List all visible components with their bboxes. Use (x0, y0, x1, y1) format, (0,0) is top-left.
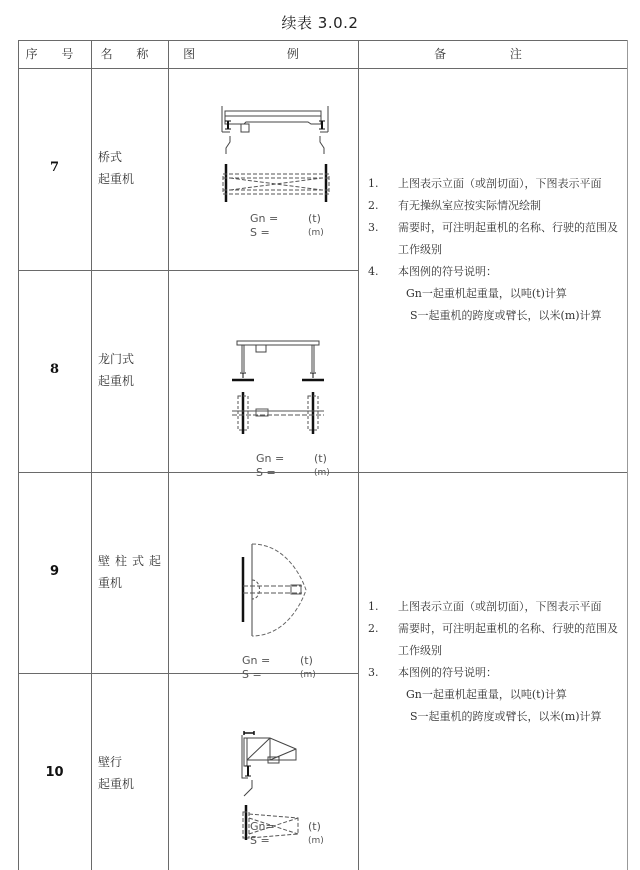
row-9-name-line2: 重机 (98, 576, 123, 590)
row-10-name-line1: 壁行 (98, 755, 123, 769)
remark-item: 1. 上图表示立面（或剖切面），下图表示平面 (368, 177, 602, 190)
row-7-legend-text: Gn = (t) S = (m) (250, 212, 324, 239)
col-divider-3 (358, 40, 359, 870)
col-divider-2 (168, 40, 169, 870)
row-divider-7-8 (18, 270, 358, 271)
wall-column-crane-icon (240, 540, 330, 640)
remark-sub-gn: Gn一起重机起重量，以吨(t)计算 (406, 287, 567, 300)
row-7-name-line1: 桥式 (98, 150, 123, 164)
row-7-name-line2: 起重机 (98, 172, 135, 186)
gantry-crane-icon (230, 340, 350, 450)
table-title: 续表 3.0.2 (281, 14, 359, 32)
bridge-crane-icon (218, 102, 338, 202)
row-8-name-line1: 龙门式 (98, 352, 135, 366)
remark-item: 1. 上图表示立面（或剖切面），下图表示平面 (368, 600, 602, 613)
row-9-number: 9 (49, 564, 60, 579)
remarks-group-1 (368, 173, 620, 327)
remark-sub-gn: Gn一起重机起重量，以吨(t)计算 (406, 688, 567, 701)
remark-item: 3. 需要时，可注明起重机的名称、行驶的范围及工作级别 (368, 221, 618, 256)
legend-table (18, 40, 628, 870)
row-9-legend-text: Gn = (t) S = (m) (242, 654, 316, 681)
remark-item: 2. 需要时，可注明起重机的名称、行驶的范围及工作级别 (368, 622, 618, 657)
col-divider-1 (91, 40, 92, 870)
remark-item: 3. 本图例的符号说明： (368, 666, 497, 679)
remark-item: 2. 有无操纵室应按实际情况绘制 (368, 199, 541, 212)
remarks-group-2 (368, 596, 620, 728)
row-9-name-line1: 壁柱式起 (98, 554, 167, 568)
row-7-name (98, 146, 166, 190)
header-name: 名 称 (100, 47, 159, 61)
remark-sub-s: S一起重机的跨度或臂长，以米(m)计算 (410, 309, 602, 322)
header-legend: 图 例 (183, 47, 343, 61)
table-border-right (627, 40, 628, 870)
row-10-number: 10 (45, 765, 64, 780)
row-8-legend-text: Gn = (t) S = (m) (256, 452, 330, 479)
row-7-number: 7 (49, 160, 60, 175)
header-no: 序 号 (25, 47, 84, 61)
row-9-name (98, 550, 166, 594)
row-10-legend-text: Gn= (t) S = (m) (250, 820, 324, 847)
row-8-number: 8 (49, 362, 60, 377)
row-10-name-line2: 起重机 (98, 777, 135, 791)
row-10-name (98, 751, 166, 795)
header-remarks: 备 注 (434, 47, 552, 61)
remark-item: 4. 本图例的符号说明： (368, 265, 497, 278)
row-8-name-line2: 起重机 (98, 374, 135, 388)
remark-sub-s: S一起重机的跨度或臂长，以米(m)计算 (410, 710, 602, 723)
header-divider (18, 68, 628, 69)
row-8-name (98, 348, 166, 392)
